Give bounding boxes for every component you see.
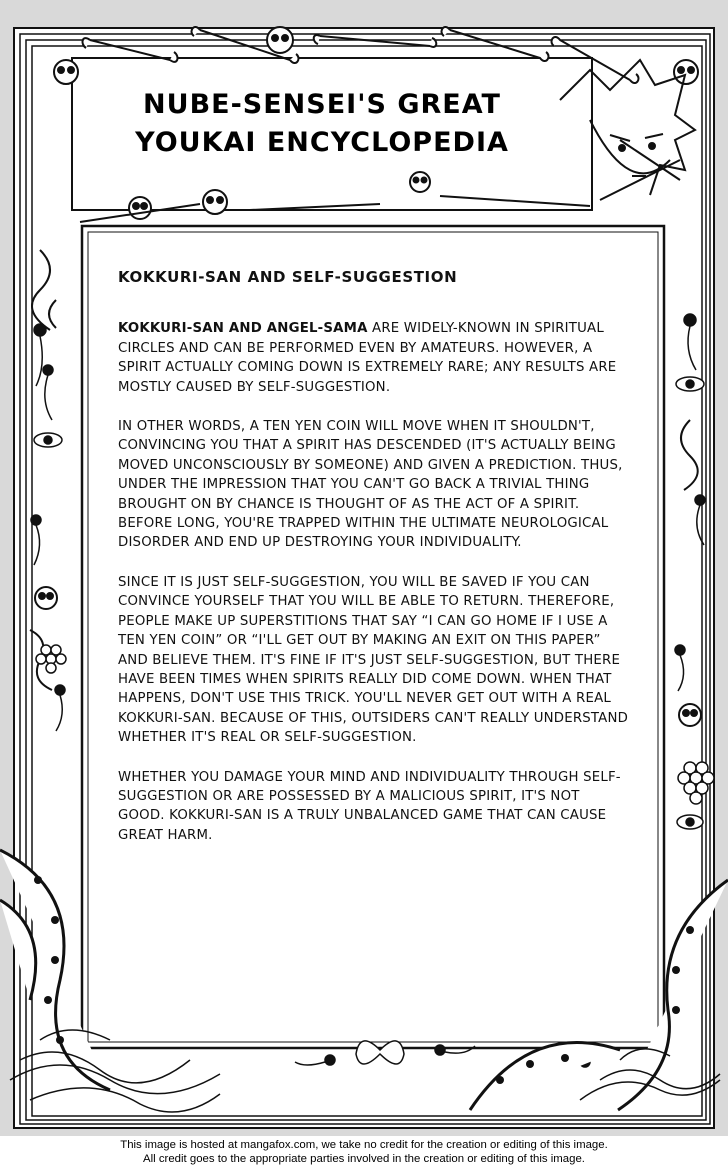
paragraph-1 xyxy=(118,319,630,397)
encyclopedia-entry xyxy=(118,268,630,865)
paragraph-4: WHETHER YOU DAMAGE YOUR MIND AND INDIVIDUALITY THROUGH SELF-SUGGESTION OR ARE POSSESSED BY A MALICIOUS SPIRIT, IT'S NOT GOOD. KOKKURI-SAN IS A TRULY UNBALANCED GAME THAT CAN CAUSE GREAT HARM. xyxy=(118,769,621,843)
footer-line-1: This image is hosted at mangafox.com, we take no credit for the creation or editing of this image. xyxy=(120,1139,608,1151)
hosting-credit-footer xyxy=(0,1136,728,1170)
title-line-2: YOUKAI ENCYCLOPEDIA xyxy=(135,127,509,158)
paragraph-2: IN OTHER WORDS, A TEN YEN COIN WILL MOVE WHEN IT SHOULDN'T, CONVINCING YOU THAT A SPIRIT HAS DESCENDED (IT'S ACTUALLY BEING MOVED UNCONSCIOUSLY BY SOMEONE) AND GIVEN A PREDICTION. THUS, UNDER THE IMPRESSION THAT YOU CAN'T GO BACK A TRIVIAL THING BROUGHT ON BY CHANCE IS THOUGHT OF AS THE ACT OF A SPIRIT. BEFORE LONG, YOU'RE TRAPPED WITHIN THE ULTIMATE NEUROLOGICAL DISORDER AND END UP DESTROYING YOUR INDIVIDUALITY. xyxy=(118,419,623,551)
paragraph-1-lead: KOKKURI-SAN AND ANGEL-SAMA xyxy=(118,321,368,337)
paragraph-3: SINCE IT IS JUST SELF-SUGGESTION, YOU WILL BE SAVED IF YOU CAN CONVINCE YOURSELF THAT YOU WILL BE ABLE TO RETURN. THEREFORE, PEOPLE MAKE UP SUPERSTITIONS THAT SAY “I CAN GO HOME IF I USE A TEN YEN COIN” OR “I'LL GET OUT BY MAKING AN EXIT ON THIS PAPER” AND BELIEVE THEM. IT'S FINE IF IT'S JUST SELF-SUGGESTION, BUT THERE HAVE BEEN TIMES WHEN SPIRITS REALLY DID COME DOWN. WHEN THAT HAPPENS, DON'T USE THIS TRICK. YOU'LL NEVER GET OUT WITH A REAL KOKKURI-SAN. BECAUSE OF THIS, OUTSIDERS CAN'T REALLY UNDERSTAND WHETHER IT'S REAL OR SELF-SUGGESTION. xyxy=(118,574,629,746)
footer-line-2: All credit goes to the appropriate parties involved in the creation or editing of this image. xyxy=(143,1153,585,1165)
section-heading: KOKKURI-SAN AND SELF-SUGGESTION xyxy=(118,268,458,286)
title-line-1: NUBE-SENSEI'S GREAT xyxy=(143,89,501,120)
paragraph-1-body: ARE WIDELY-KNOWN IN SPIRITUAL CIRCLES AND CAN BE PERFORMED EVEN BY AMATEURS. HOWEVER, A SPIRIT ACTUALLY COMING DOWN IS EXTREMELY RARE; ANY RESULTS ARE MOSTLY CAUSED BY SELF-SUGGESTION. xyxy=(118,321,617,395)
page-title xyxy=(92,86,552,162)
